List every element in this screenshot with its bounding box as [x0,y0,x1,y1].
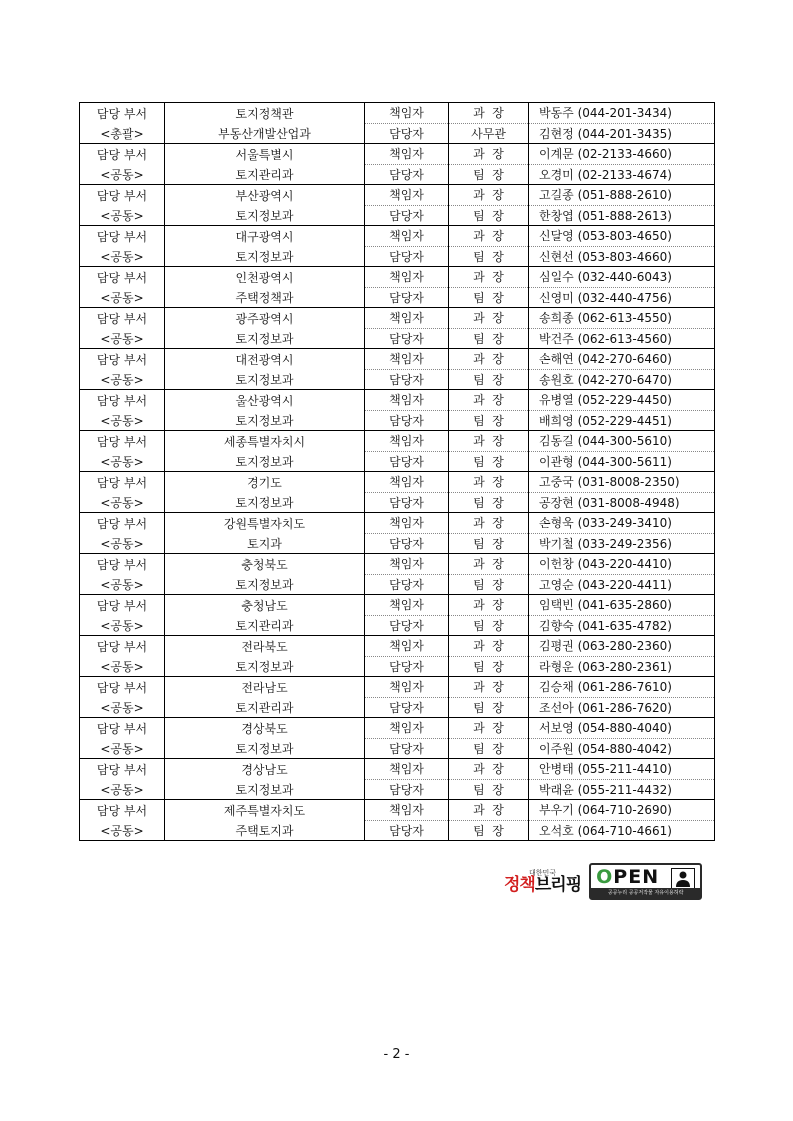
contact1-name-phone-cell: 박동주 (044-201-3434) [529,103,715,124]
contact1-role-cell: 책임자 [365,349,449,370]
dept-tag-cell: <공동> [80,574,165,595]
dept-label-cell: 담당 부서 [80,349,165,370]
contact1-title-cell: 과 장 [449,226,529,247]
contact2-role-cell: 담당자 [365,164,449,185]
org-line1-cell: 경상남도 [165,759,365,780]
contact2-name-phone-cell: 배희영 (052-229-4451) [529,410,715,431]
table-row [80,267,715,288]
org-line1-cell: 충청남도 [165,595,365,616]
org-line1-cell: 경상북도 [165,718,365,739]
org-line1-cell: 인천광역시 [165,267,365,288]
table-row [80,800,715,821]
contact2-title-cell: 팀 장 [449,533,529,554]
contact2-name-phone-cell: 라형운 (063-280-2361) [529,656,715,677]
dept-label-cell: 담당 부서 [80,103,165,124]
open-wordmark-rest: PEN [613,866,660,888]
org-line2-cell: 부동산개발산업과 [165,123,365,144]
open-wordmark-o: O [596,866,614,888]
org-line2-cell: 토지관리과 [165,615,365,636]
contact1-role-cell: 책임자 [365,718,449,739]
table-row [80,308,715,329]
contact1-title-cell: 과 장 [449,636,529,657]
table-row [80,246,715,267]
table-row [80,554,715,575]
table-row [80,123,715,144]
table-row [80,697,715,718]
contact1-role-cell: 책임자 [365,595,449,616]
dept-tag-cell: <공동> [80,533,165,554]
contact1-title-cell: 과 장 [449,595,529,616]
dept-tag-cell: <공동> [80,205,165,226]
contact2-role-cell: 담당자 [365,533,449,554]
table-row [80,574,715,595]
dept-tag-cell: <공동> [80,369,165,390]
contact1-title-cell: 과 장 [449,677,529,698]
dept-label-cell: 담당 부서 [80,677,165,698]
org-line1-cell: 대전광역시 [165,349,365,370]
contact1-title-cell: 과 장 [449,759,529,780]
contact2-name-phone-cell: 오석호 (064-710-4661) [529,820,715,841]
table-row [80,820,715,841]
contact1-name-phone-cell: 임택빈 (041-635-2860) [529,595,715,616]
org-line2-cell: 토지정보과 [165,410,365,431]
dept-tag-cell: <공동> [80,656,165,677]
policy-briefing-logo-red: 정책 [504,874,535,895]
dept-label-cell: 담당 부서 [80,267,165,288]
table-row [80,533,715,554]
contact1-name-phone-cell: 송희종 (062-613-4550) [529,308,715,329]
contact2-title-cell: 팀 장 [449,656,529,677]
open-wordmark [596,866,659,888]
org-line1-cell: 제주특별자치도 [165,800,365,821]
table-row [80,226,715,247]
table-row [80,738,715,759]
dept-tag-cell: <공동> [80,779,165,800]
dept-label-cell: 담당 부서 [80,390,165,411]
table-row [80,287,715,308]
contact1-title-cell: 과 장 [449,103,529,124]
dept-tag-cell: <공동> [80,697,165,718]
dept-label-cell: 담당 부서 [80,226,165,247]
contact1-role-cell: 책임자 [365,472,449,493]
org-line2-cell: 토지정보과 [165,779,365,800]
contact1-role-cell: 책임자 [365,390,449,411]
org-line1-cell: 강원특별자치도 [165,513,365,534]
table-row [80,718,715,739]
org-line2-cell: 토지정보과 [165,738,365,759]
contact1-name-phone-cell: 김승채 (061-286-7610) [529,677,715,698]
contact1-role-cell: 책임자 [365,513,449,534]
dept-tag-cell: <공동> [80,410,165,431]
contact2-role-cell: 담당자 [365,246,449,267]
dept-label-cell: 담당 부서 [80,554,165,575]
contact1-title-cell: 과 장 [449,185,529,206]
dept-tag-cell: <공동> [80,287,165,308]
dept-tag-cell: <공동> [80,451,165,472]
org-line1-cell: 대구광역시 [165,226,365,247]
table-row [80,759,715,780]
contact2-role-cell: 담당자 [365,451,449,472]
contact1-role-cell: 책임자 [365,636,449,657]
contact1-role-cell: 책임자 [365,554,449,575]
contact1-role-cell: 책임자 [365,431,449,452]
dept-label-cell: 담당 부서 [80,759,165,780]
org-line2-cell: 주택정책과 [165,287,365,308]
contact1-title-cell: 과 장 [449,349,529,370]
table-body [80,103,715,841]
contact2-name-phone-cell: 이주원 (054-880-4042) [529,738,715,759]
dept-tag-cell: <공동> [80,492,165,513]
contact1-name-phone-cell: 신달영 (053-803-4650) [529,226,715,247]
contact2-name-phone-cell: 박기철 (033-249-2356) [529,533,715,554]
table-row [80,656,715,677]
contact2-role-cell: 담당자 [365,328,449,349]
table-row [80,513,715,534]
table-row [80,472,715,493]
attribution-person-icon [671,868,695,890]
contact1-name-phone-cell: 이계문 (02-2133-4660) [529,144,715,165]
contact2-role-cell: 담당자 [365,615,449,636]
contact2-name-phone-cell: 고영순 (043-220-4411) [529,574,715,595]
dept-label-cell: 담당 부서 [80,308,165,329]
table-row [80,369,715,390]
contact1-name-phone-cell: 고길종 (051-888-2610) [529,185,715,206]
contact2-role-cell: 담당자 [365,410,449,431]
table-row [80,349,715,370]
dept-tag-cell: <공동> [80,164,165,185]
dept-label-cell: 담당 부서 [80,472,165,493]
open-badge-strip: 공공누리 공공저작물 자유이용허락 [591,888,700,898]
contact2-title-cell: 팀 장 [449,820,529,841]
policy-briefing-logo-black: 브리핑 [534,874,582,895]
table-row [80,390,715,411]
contact1-role-cell: 책임자 [365,267,449,288]
table-row [80,492,715,513]
contact2-title-cell: 팀 장 [449,697,529,718]
dept-tag-cell: <공동> [80,615,165,636]
table-row [80,103,715,124]
contact1-name-phone-cell: 김평권 (063-280-2360) [529,636,715,657]
contact2-role-cell: 담당자 [365,574,449,595]
table-row [80,431,715,452]
org-line1-cell: 서울특별시 [165,144,365,165]
table-row [80,636,715,657]
contact2-name-phone-cell: 오경미 (02-2133-4674) [529,164,715,185]
contact1-name-phone-cell: 손해연 (042-270-6460) [529,349,715,370]
contact2-role-cell: 담당자 [365,287,449,308]
contact1-title-cell: 과 장 [449,800,529,821]
contact2-title-cell: 팀 장 [449,164,529,185]
table-row [80,677,715,698]
contact2-name-phone-cell: 김현정 (044-201-3435) [529,123,715,144]
contact2-title-cell: 사무관 [449,123,529,144]
contact2-title-cell: 팀 장 [449,574,529,595]
contact1-role-cell: 책임자 [365,226,449,247]
contact1-title-cell: 과 장 [449,267,529,288]
contact1-name-phone-cell: 유병열 (052-229-4450) [529,390,715,411]
contact2-role-cell: 담당자 [365,779,449,800]
org-line1-cell: 세종특별자치시 [165,431,365,452]
dept-tag-cell: <공동> [80,328,165,349]
dept-tag-cell: <공동> [80,820,165,841]
contact1-title-cell: 과 장 [449,554,529,575]
contact1-name-phone-cell: 서보영 (054-880-4040) [529,718,715,739]
org-line2-cell: 토지관리과 [165,164,365,185]
org-line1-cell: 충청북도 [165,554,365,575]
contact2-title-cell: 팀 장 [449,328,529,349]
table-row [80,595,715,616]
contact2-role-cell: 담당자 [365,738,449,759]
contact1-title-cell: 과 장 [449,144,529,165]
contact2-name-phone-cell: 신영미 (032-440-4756) [529,287,715,308]
contact1-name-phone-cell: 김동길 (044-300-5610) [529,431,715,452]
table-row [80,615,715,636]
dept-label-cell: 담당 부서 [80,144,165,165]
dept-tag-cell: <총괄> [80,123,165,144]
contact2-title-cell: 팀 장 [449,779,529,800]
contact1-role-cell: 책임자 [365,185,449,206]
contact1-name-phone-cell: 고중국 (031-8008-2350) [529,472,715,493]
contact-table [79,102,715,841]
contact2-name-phone-cell: 한창엽 (051-888-2613) [529,205,715,226]
table-row [80,185,715,206]
dept-tag-cell: <공동> [80,738,165,759]
contact2-role-cell: 담당자 [365,820,449,841]
contact2-name-phone-cell: 박건주 (062-613-4560) [529,328,715,349]
page-number: - 2 - [383,1047,410,1062]
contact2-title-cell: 팀 장 [449,205,529,226]
contact1-title-cell: 과 장 [449,431,529,452]
table-row [80,410,715,431]
contact1-name-phone-cell: 안병태 (055-211-4410) [529,759,715,780]
dept-label-cell: 담당 부서 [80,185,165,206]
contact2-role-cell: 담당자 [365,205,449,226]
dept-label-cell: 담당 부서 [80,513,165,534]
dept-label-cell: 담당 부서 [80,800,165,821]
contact2-name-phone-cell: 이관형 (044-300-5611) [529,451,715,472]
org-line1-cell: 토지정책관 [165,103,365,124]
contact1-role-cell: 책임자 [365,759,449,780]
table-row [80,205,715,226]
contact1-name-phone-cell: 손형욱 (033-249-3410) [529,513,715,534]
org-line2-cell: 토지과 [165,533,365,554]
org-line2-cell: 토지관리과 [165,697,365,718]
org-line2-cell: 토지정보과 [165,492,365,513]
table-row [80,451,715,472]
contact2-role-cell: 담당자 [365,369,449,390]
org-line1-cell: 광주광역시 [165,308,365,329]
contact1-role-cell: 책임자 [365,144,449,165]
org-line2-cell: 토지정보과 [165,656,365,677]
org-line2-cell: 토지정보과 [165,246,365,267]
footer-logos [504,863,702,900]
org-line2-cell: 토지정보과 [165,369,365,390]
contact2-role-cell: 담당자 [365,697,449,718]
contact1-role-cell: 책임자 [365,103,449,124]
contact2-name-phone-cell: 공장현 (031-8008-4948) [529,492,715,513]
kogl-open-badge [589,863,702,900]
policy-briefing-logo-small: 대한민국 [529,868,557,877]
contact1-role-cell: 책임자 [365,677,449,698]
contact2-title-cell: 팀 장 [449,369,529,390]
contact2-role-cell: 담당자 [365,492,449,513]
contact1-name-phone-cell: 이헌창 (043-220-4410) [529,554,715,575]
contact2-title-cell: 팀 장 [449,451,529,472]
contact1-title-cell: 과 장 [449,390,529,411]
org-line2-cell: 토지정보과 [165,451,365,472]
contact2-title-cell: 팀 장 [449,492,529,513]
org-line1-cell: 전라남도 [165,677,365,698]
dept-label-cell: 담당 부서 [80,718,165,739]
contact1-title-cell: 과 장 [449,513,529,534]
table-row [80,164,715,185]
contact1-title-cell: 과 장 [449,308,529,329]
contact2-role-cell: 담당자 [365,656,449,677]
contact1-title-cell: 과 장 [449,472,529,493]
org-line2-cell: 주택토지과 [165,820,365,841]
org-line1-cell: 전라북도 [165,636,365,657]
contact1-title-cell: 과 장 [449,718,529,739]
contact2-name-phone-cell: 조선아 (061-286-7620) [529,697,715,718]
contact2-role-cell: 담당자 [365,123,449,144]
contact1-name-phone-cell: 심일수 (032-440-6043) [529,267,715,288]
contact2-name-phone-cell: 송원호 (042-270-6470) [529,369,715,390]
dept-label-cell: 담당 부서 [80,595,165,616]
org-line1-cell: 울산광역시 [165,390,365,411]
contact2-name-phone-cell: 박래윤 (055-211-4432) [529,779,715,800]
contact1-role-cell: 책임자 [365,308,449,329]
contact1-name-phone-cell: 부우기 (064-710-2690) [529,800,715,821]
contact2-name-phone-cell: 신현선 (053-803-4660) [529,246,715,267]
org-line2-cell: 토지정보과 [165,205,365,226]
dept-label-cell: 담당 부서 [80,636,165,657]
table-row [80,144,715,165]
org-line1-cell: 부산광역시 [165,185,365,206]
contact1-role-cell: 책임자 [365,800,449,821]
org-line2-cell: 토지정보과 [165,574,365,595]
contact2-title-cell: 팀 장 [449,615,529,636]
contact2-name-phone-cell: 김향숙 (041-635-4782) [529,615,715,636]
org-line2-cell: 토지정보과 [165,328,365,349]
dept-tag-cell: <공동> [80,246,165,267]
table-row [80,779,715,800]
org-line1-cell: 경기도 [165,472,365,493]
table-row [80,328,715,349]
contact2-title-cell: 팀 장 [449,410,529,431]
dept-label-cell: 담당 부서 [80,431,165,452]
contact2-title-cell: 팀 장 [449,246,529,267]
policy-briefing-logo-main [504,874,582,895]
policy-briefing-logo [504,870,581,894]
contact2-title-cell: 팀 장 [449,738,529,759]
contact2-title-cell: 팀 장 [449,287,529,308]
